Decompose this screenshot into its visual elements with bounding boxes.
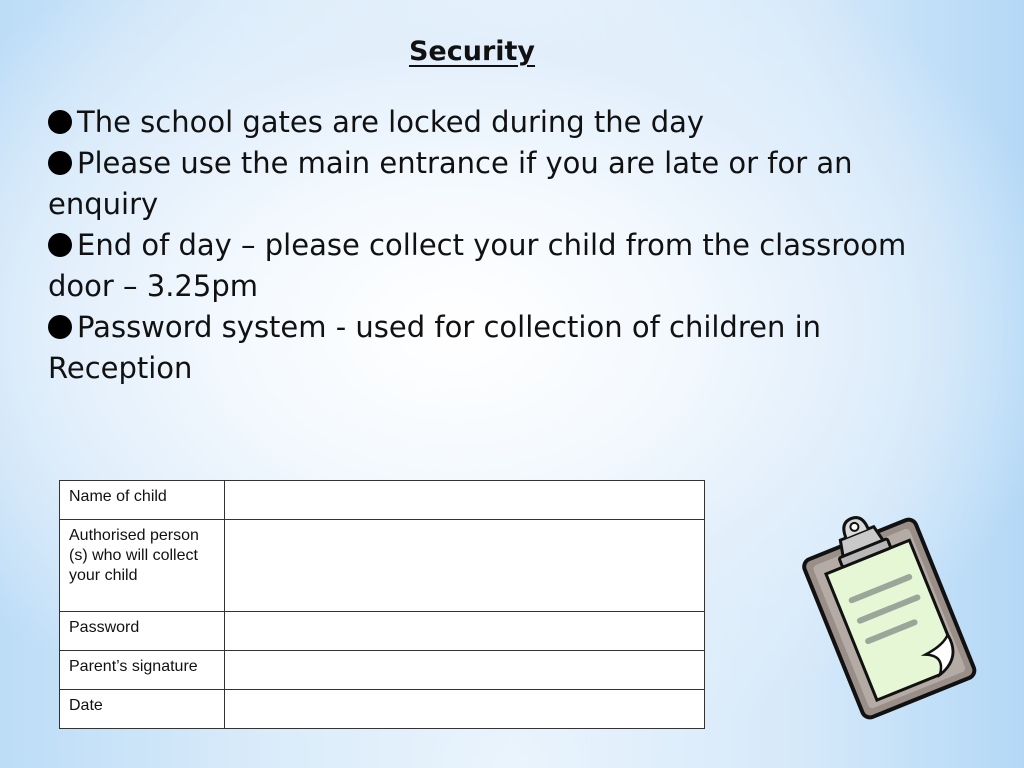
bullet-item	[48, 225, 968, 307]
bullet-dot-icon	[48, 315, 72, 339]
row-value	[225, 690, 705, 729]
bullet-text: The school gates are locked during the day	[77, 105, 705, 139]
row-label: Authorised person (s) who will collect your child	[60, 520, 225, 612]
collection-form-table	[59, 480, 705, 729]
row-label: Parent’s signature	[60, 651, 225, 690]
table-row	[60, 612, 705, 651]
bullet-list	[48, 102, 968, 389]
row-label: Name of child	[60, 481, 225, 520]
row-value	[225, 651, 705, 690]
table-row	[60, 520, 705, 612]
row-label: Date	[60, 690, 225, 729]
bullet-dot-icon	[48, 151, 72, 175]
bullet-text: Please use the main entrance if you are late or for an enquiry	[48, 146, 853, 221]
table-row	[60, 651, 705, 690]
bullet-text: End of day – please collect your child from the classroom door – 3.25pm	[48, 228, 907, 303]
row-value	[225, 520, 705, 612]
table-row	[60, 481, 705, 520]
slide-title: Security	[408, 36, 536, 67]
bullet-text: Password system - used for collection of children in Reception	[48, 310, 822, 385]
bullet-dot-icon	[48, 233, 72, 257]
row-label: Password	[60, 612, 225, 651]
bullet-dot-icon	[48, 110, 72, 134]
table-row	[60, 690, 705, 729]
clipboard-icon	[790, 505, 990, 720]
bullet-item	[48, 143, 968, 225]
bullet-item	[48, 102, 968, 143]
bullet-item	[48, 307, 968, 389]
row-value	[225, 481, 705, 520]
row-value	[225, 612, 705, 651]
